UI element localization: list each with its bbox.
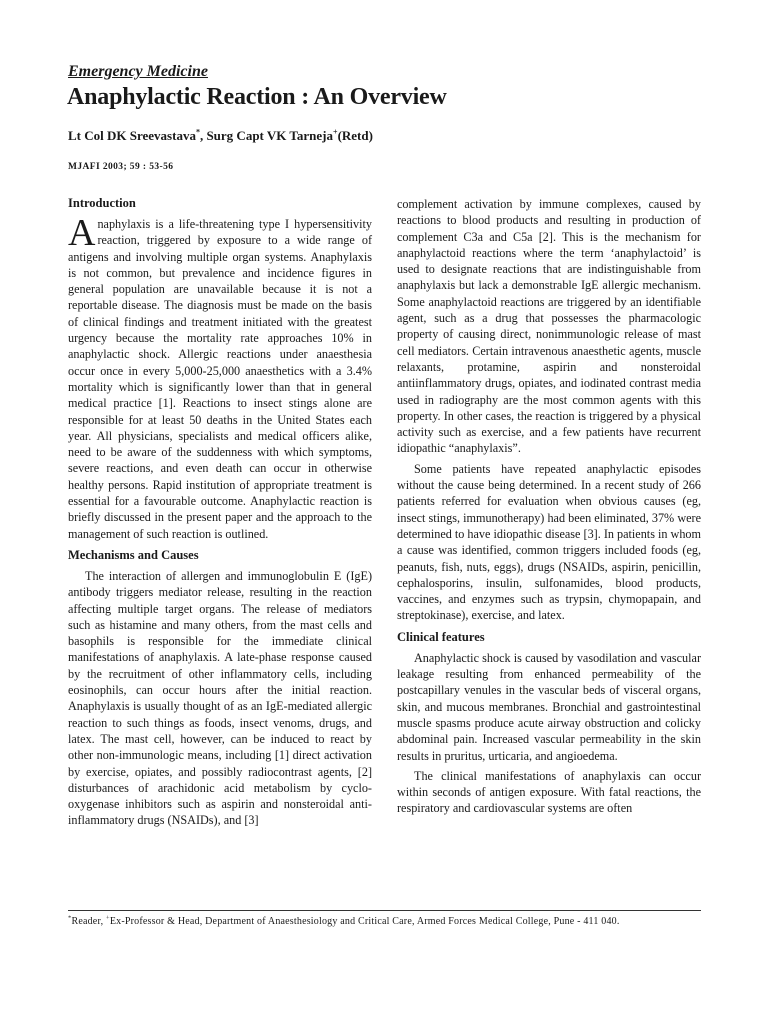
footnote-text-1: Reader, [71,916,106,927]
mechanisms-paragraph: The interaction of allergen and immunoglobulin E (IgE) antibody triggers mediator release, resulting in the reaction affecting multiple target organs. The release of mediators such as histamine and many others, from the mast cells and basophils is responsible for the immediate clinical manifestations of anaphylaxis. A late-phase response caused by the recruitment of other inflammatory cells, including eosinophils, can occur hours after the initial reaction. Anaphylaxis is usually thought of as an IgE-mediated allergic reaction to such things as foods, insect venoms, drugs, and latex. The mast cell, however, can be induced to react by other non-immunologic means, including [1] direct activation by exercise, opiates, and possibly radiocontrast agents, [2] disturbances of arachidonic acid metabolism by cyclo-oxygenase inhibitors such as aspirin and nonsteroidal anti-inflammatory drugs (NSAIDs), and [3] [68,568,372,828]
left-column [68,196,372,829]
author-1: Lt Col DK Sreevastava [68,128,196,143]
drop-cap: A [68,212,96,254]
intro-paragraph [68,212,372,542]
heading-mechanisms: Mechanisms and Causes [68,547,199,562]
footnote-mark-1: * [68,914,72,922]
heading-clinical-features: Clinical features [397,629,485,644]
article-title: Anaphylactic Reaction : An Overview [67,84,447,110]
footnote-mark-2: + [105,914,110,922]
author-line [68,128,373,144]
clinical-paragraph-1: Anaphylactic shock is caused by vasodilation and vascular leakage resulting from enhanced permeability of the postcapillary venules in the vascular beds of visceral organs, skin, and mucous membranes. Bronchial and gastrointestinal muscle spasms produce acute airway obstruction and colicky abdominal pain. Increased vascular permeability in the skin results in pruritus, urticaria, and angioedema. [397,650,701,763]
section-label: Emergency Medicine [68,63,208,80]
footnote-divider [68,910,701,911]
clinical-paragraph-2: The clinical manifestations of anaphylaxis can occur within seconds of antigen exposure. With fatal reactions, the respiratory and cardiovascular systems are often [397,768,701,816]
right-column [397,196,701,817]
author-1-mark: * [195,127,200,137]
author-2-suffix: (Retd) [337,128,373,143]
author-separator: , Surg Capt VK Tarneja [199,128,333,143]
author-2-mark: + [333,127,338,137]
repeated-episodes-paragraph: Some patients have repeated anaphylactic episodes without the cause being determined. In a recent study of 266 patients referred for evaluation when obvious causes (eg, insect stings, immunotherapy) had been eliminated, 37% were determined to have idiopathic disease [3]. In patients in whom a cause was identified, common triggers included foods (eg, peanuts, fish, nuts, eggs), drugs (NSAIDs, aspirin, penicillin, cephalosporins, insulin, sulfonamides, blood products, vaccines, and enzymes such as trypsin, chymopapain, and streptokinase), exercise, and latex. [397,461,701,623]
heading-introduction: Introduction [68,196,136,210]
footnote [68,916,708,927]
footnote-text-2: Ex-Professor & Head, Department of Anaesthesiology and Critical Care, Armed Forces Medical College, Pune - 411 040. [109,916,620,927]
intro-text: naphylaxis is a life-threatening type I hypersensitivity reaction, triggered by exposure to a wide range of antigens and involving multiple organ systems. Anaphylaxis is not common, but prevalence and incidence figures in general population are unavailable because it is not a reportable disease. The diagnosis must be made on the basis of clinical findings and treatment initiated with the greatest urgency because the mortality rate approaches 10% in anaphylactic shock. Allergic reactions under anaesthesia occur once in every 5,000-25,000 anaesthetics with a 3.4% mortality which is significantly lower than that in general medical practice [1]. Reactions to insect stings alone are responsible for at least 50 deaths in the United States each year. All physicians, specialists and medical officers alike, need to be aware of the suddenness with which symptoms, severe reactions, and even death can occur in otherwise healthy persons. Rapid institution of appropriate treatment is essential for a favourable outcome. Anaphylactic reaction is briefly discussed in the present paper and the approach to the management of such reaction is outlined. [68,217,372,541]
journal-citation: MJAFI 2003; 59 : 53-56 [68,162,174,172]
continued-paragraph: complement activation by immune complexes, caused by reactions to blood products and resulting in production of complement C3a and C5a [2]. This is the mechanism for anaphylactoid reactions where the term ‘anaphylactoid’ is used to designate reactions that are indistinguishable from anaphylaxis but lack a demonstrable IgE allergic mechanism. Some anaphylactoid reactions are triggered by an identifiable agent, such as a drug that possesses the pharmacologic property of causing direct, nonimmunologic release of mast cell mediators. Certain intravenous anaesthetic agents, muscle relaxants, protamine, aspirin and nonsteroidal antiinflammatory drugs, opiates, and iodinated contrast media used in radiography are the most common agents with this property. In other cases, the reaction is triggered by a physical activity such as exercise, and a few patients have recurrent idiopathic “anaphylaxis”. [397,197,701,456]
